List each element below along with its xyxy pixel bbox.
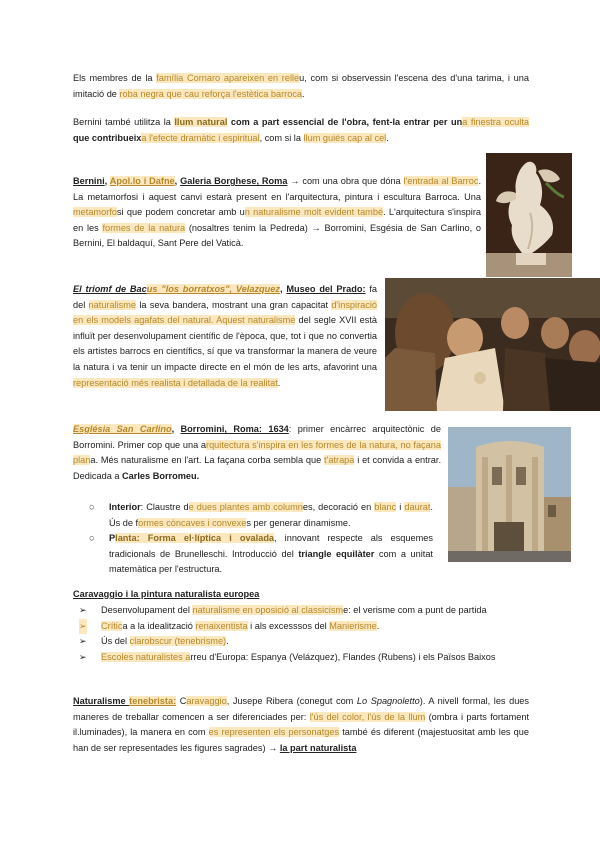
paragraph-cornaro: Els membres de la família Cornaro apareixen en relleu, com si observessin l'escena des d'una tarima, i una imitació de roba negra que cau reforça l'estètica barroca.: [73, 73, 529, 99]
paragraph-bernini-light: Bernini també utilitza la llum natural com a part essencial de l'obra, fent-la entrar per una finestra oculta que contribueixa l'efecte dramàtic i espiritual, com si la llum guiés cap al cel.: [73, 117, 529, 143]
los-borrachos-image: [385, 278, 600, 411]
paragraph-triomf-bacus: El triomf de Bacus "los borratxos", Velazquez, Museo del Prado: fa del naturalisme la seva bandera, mostrant una gran capacitat d'inspiració en els models agafats del natural. Aquest naturalisme del segle XVII està influït per desenvolupament científic de l'època, que, tot i que no convertia els artistes barrocs en científics, sí que va transformar la manera de veure la natura i va tenir un impacte directe en el món de les arts, afavorint una representació més realista i detallada de la realitat.: [73, 284, 378, 388]
paragraph-apollo-dafne: Bernini, Apol.lo i Dafne, Galeria Borghese, Roma → com una obra que dóna l'entrada al Barroc. La metamorfosi i aquest canvi estarà present en l'arquitectura, pintura i escultura Barroca. Una metamorfosi que podem concretar amb un naturalisme molt evident també. L'arquitectura s'inspira en les formes de la natura (nosaltres tenim la Pedreda) → Borromini, Esgésia de San Carlino, o Bernini, El baldaquí, Sant Pere del Vaticà.: [73, 176, 482, 249]
apollo-dafne-image: [486, 153, 572, 277]
arrow-bullet-icon: ➢: [79, 619, 87, 635]
circle-bullet-icon: ○: [89, 502, 95, 512]
paragraph-naturalisme-tenebrista: Naturalisme tenebrista: Caravaggio, Jusepe Ribera (conegut com Lo Spagnoletto). A nivell formal, les dues maneres de treballar comencen a ser diferenciades per: l'ús del color, l'ús de la llum (ombra i parts fortament il.luminades), la manera en com es representen els personatges també és diferent (majestuositat amb les que han de ser representades les figures sagrades) → la part naturalista: [73, 696, 530, 753]
list-item: ➢ Ús del clarobscur (tenebrisme).: [73, 634, 529, 650]
list-item: ○ Planta: Forma el·líptica i ovalada, innovant respecte als esquemes tradicionals de Brunelleschi. Introducció del triangle equilàter com a unitat matemàtica per l'estructura.: [89, 533, 433, 575]
list-item: ➢ Crítica a la idealització renaixentista i als excesssos del Manierisme.: [73, 619, 529, 635]
circle-bullet-icon: ○: [89, 533, 95, 544]
list-item: ○ Interior: Claustre de dues plantes amb columnes, decoració en blanc i daurat. Ús de formes còncaves i convexes per generar dinamisme.: [89, 502, 433, 528]
list-item: ➢ Escoles naturalistes arreu d'Europa: Espanya (Velázquez), Flandes (Rubens) i els Països Baixos: [73, 650, 529, 666]
san-carlino-bullets: [81, 500, 433, 578]
arrow-bullet-icon: ➢: [79, 605, 87, 615]
san-carlino-image: [448, 427, 571, 562]
arrow-bullet-icon: ➢: [79, 636, 87, 647]
caravaggio-heading: Caravaggio i la pintura naturalista europea: [73, 589, 260, 599]
caravaggio-bullets: [73, 603, 529, 665]
list-item: ➢ Desenvolupament del naturalisme en oposició al classicisme: el verisme com a punt de partida: [73, 603, 529, 619]
paragraph-san-carlino: Església San Carlino, Borromini, Roma: 1634: primer encàrrec arquitectònic de Borromini. Primer cop que una arquitectura s'inspira en les formes de la natura, no façana plana. Més naturalisme en l'art. La façana corba sembla que t'atrapa i et convida a entrar. Dedicada a Carles Borromeu.: [73, 424, 442, 481]
arrow-bullet-icon: ➢: [79, 651, 87, 662]
